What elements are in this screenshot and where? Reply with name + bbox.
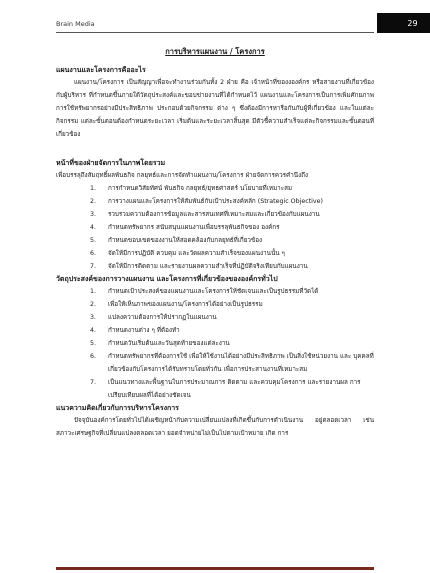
list-item — [56, 260, 374, 273]
list-item — [56, 311, 374, 324]
list-item — [56, 247, 374, 260]
page-number-badge — [377, 13, 430, 33]
list-text: กำหนดวันเริ่มต้นและวันสุดท้ายของแต่ละงาน — [108, 340, 230, 347]
list-text: จัดให้มีการติดตาม และรายงานผลความสำเร็จที่ปฏิบัติจริงเทียบกับแผนงาน — [108, 263, 308, 270]
brand-label: Brain Media — [56, 20, 95, 28]
spacer — [56, 141, 374, 149]
list-number: 4. — [89, 224, 96, 231]
list-number: 1. — [89, 185, 96, 192]
management-duties-list — [56, 182, 374, 273]
list-number: 5. — [89, 340, 96, 347]
section-heading-what-is-plan: แผนงานและโครงการคืออะไร — [56, 66, 146, 74]
list-text: กำหนดงานต่าง ๆ ที่ต้องทำ — [108, 327, 180, 334]
list-text: กำหนดเป้าประสงค์ของแผนงานและโครงการให้ชัดเจนและเป็นรูปธรรมที่วัดได้ — [108, 288, 319, 295]
list-number: 2. — [89, 198, 96, 205]
page-header — [0, 0, 430, 40]
header-rule — [56, 32, 374, 33]
list-number: 4. — [89, 327, 96, 334]
list-number: 7. — [89, 379, 96, 386]
list-text: รวบรวมความต้องการข้อมูลและสารสนเทศที่เหมาะสมและเกี่ยวข้องกับแผนงาน — [108, 211, 320, 218]
paragraph-what-is-plan: แผนงาน/โครงการ เป็นสัญญาเพื่อจะทำงานร่วมกันทั้ง 2 ฝ่าย คือ เจ้าหน้าที่ของงองค์กร หรือสายงานที่เกี่ยวข้องกับผู้บริหาร ที่กำหนดขึ้นภายใต้วัตถุประสงค์และขอบข่ายงานที่ได้กำหนดไว้ แผนงานและโครงการเป็นการเพิ่มศักยภาพการใช้ทรัพยากรอย่างมีประสิทธิภาพ ประกอบด้วยกิจกรรม ต่าง ๆ ซึ่งต้องมีการหารือกันกับผู้ที่เกี่ยวข้อง และในแต่ละกิจกรรม แต่ละขั้นตอนต้องกำหนดระยะเวลา เริ่มต้นและระยะเวลาสิ้นสุด มีตัวชี้ความสำเร็จแต่ละกิจกรรมและขั้นตอนที่เกี่ยวข้อง — [56, 79, 374, 138]
section-heading-objectives: วัตถุประสงค์ของการวางแผนงาน และโครงการที่เกี่ยวข้องขององค์กรทั่วไป — [56, 275, 278, 283]
document-title: การบริหารแผนงาน / โครงการ — [165, 47, 265, 56]
list-text: เป็นแนวทางและพื้นฐานในการประมาณการ ติดตาม และควบคุมโครงการ และรายงานผล การเปรียบเทียบผลที่ได้อย่างชัดเจน — [108, 379, 361, 399]
section-heading-management-duties: หน้าที่ของฝ่ายจัดการในภาพโดยรวม — [56, 159, 166, 167]
footer-bar — [56, 567, 374, 570]
list-text: กำหนดทรัพยากรที่ต้องการใช้ เพื่อให้ใช้งานได้อย่างมีประสิทธิภาพ เป็นสิ่งใช้หน่วยงาน และ บุคคลที่เกี่ยวข้องกับโครงการได้รับทราบโดยทั่วกัน เพื่อการประสานงานที่เหมาะสม — [108, 353, 374, 373]
list-text: การวางแผนและโครงการให้สัมพันธ์กับเป้าประสงค์หลัก (Strategic Objective) — [108, 198, 323, 205]
spacer — [56, 149, 374, 157]
list-item — [56, 337, 374, 350]
list-text: เพื่อให้เห็นภาพของแผนงาน/โครงการได้อย่างเป็นรูปธรรม — [108, 301, 263, 308]
page-number: 29 — [407, 18, 418, 28]
list-item — [56, 195, 374, 208]
list-item — [56, 221, 374, 234]
list-number: 3. — [89, 314, 96, 321]
list-number: 7. — [89, 263, 96, 270]
list-item — [56, 285, 374, 298]
list-item — [56, 182, 374, 195]
list-number: 3. — [89, 211, 96, 218]
document-body — [56, 46, 374, 440]
list-number: 6. — [89, 353, 96, 360]
list-item — [56, 208, 374, 221]
list-number: 5. — [89, 237, 96, 244]
list-number: 6. — [89, 250, 96, 257]
list-item — [56, 234, 374, 247]
list-item — [56, 350, 374, 376]
objectives-list — [56, 285, 374, 402]
list-number: 2. — [89, 301, 96, 308]
list-text: กำหนดขอบเขตของงานให้สอดคล้องกับกลยุทธ์ที่เกี่ยวข้อง — [108, 237, 263, 244]
paragraph-project-concepts: ปัจจุบันองค์การโดยทั่วไปได้เผชิญหน้ากับความเปลี่ยนแปลงที่เกิดขึ้นกับการดำเนินงาน อยู่ตลอดเวลา เช่น สภาวะเศรษฐกิจที่เปลี่ยนแปลงตลอดเวลา ยอดจำหน่ายไม่เป็นไปตามเป้าหมาย เกิด การ — [56, 417, 374, 437]
list-text: การกำหนดวิสัยทัศน์ พันธกิจ กลยุทธ์/ยุทธศาสตร์ นโยบายที่เหมาะสม — [108, 185, 293, 192]
list-text: แปลงความต้องการให้ปรากฏในแผนงาน — [108, 314, 217, 321]
list-item — [56, 376, 374, 402]
list-number: 1. — [89, 288, 96, 295]
paragraph-management-intro: เพื่อบรรลุถึงสัมฤทธิ์ผลพันธกิจ กลยุทธ์และการจัดทำแผนงาน/โครงการ ฝ่ายจัดการควรคำนึงถึง — [56, 172, 309, 179]
list-item — [56, 298, 374, 311]
section-heading-project-concepts: แนวความคิดเกี่ยวกับการบริหารโครงการ — [56, 404, 179, 412]
list-text: กำหนดทรัพยากร สนับสนุนแผนงานเพื่อบรรลุพันธกิจของ องค์กร — [108, 224, 280, 231]
list-text: จัดให้มีการปฏิบัติ ควบคุม และวัดผลความสำเร็จของแผนงานนั้น ๆ — [108, 250, 285, 257]
list-item — [56, 324, 374, 337]
